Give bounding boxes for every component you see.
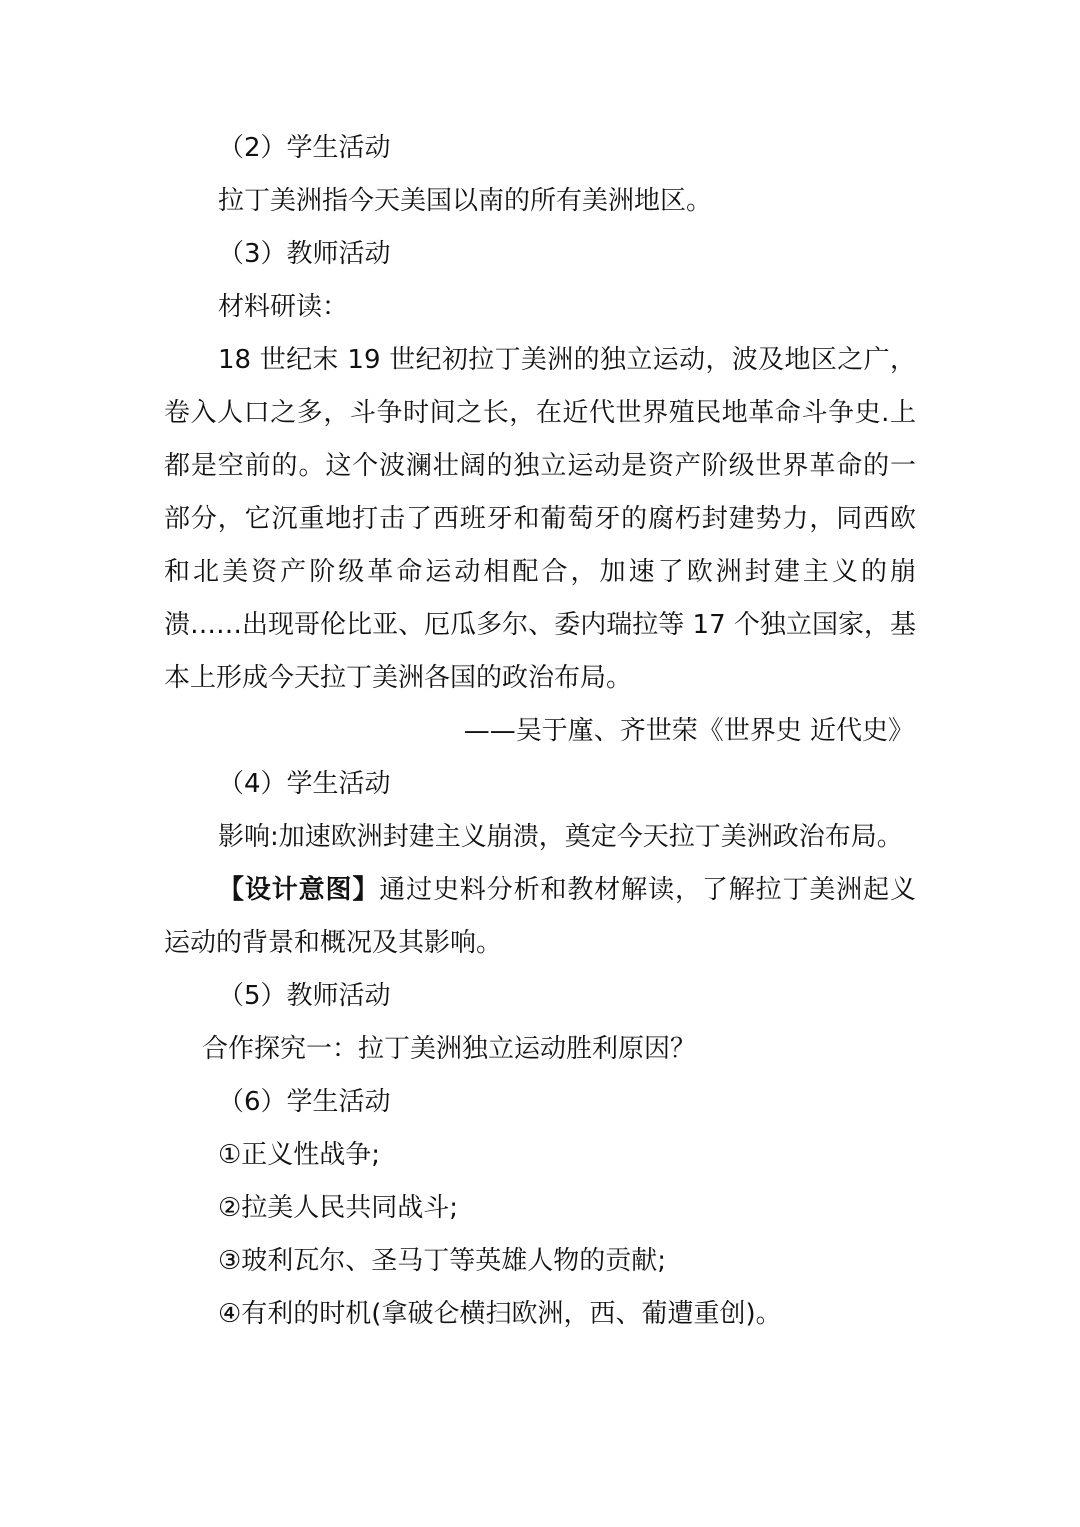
- influence-line: 影响:加速欧洲封建主义崩溃，奠定今天拉丁美洲政治布局。: [218, 822, 903, 852]
- cooperative-inquiry-question: 合作探究一：拉丁美洲独立运动胜利原因？: [202, 1034, 697, 1064]
- heading-teacher-activity-5: （5）教师活动: [218, 981, 391, 1011]
- material-source: ——吴于廑、齐世荣《世界史 近代史》: [463, 716, 914, 746]
- latin-america-definition: 拉丁美洲指今天美国以南的所有美洲地区。: [218, 186, 713, 216]
- design-intent-paragraph: [164, 864, 916, 970]
- reason-item: ④有利的时机(拿破仑横扫欧洲，西、葡遭重创)。: [218, 1299, 782, 1329]
- heading-student-activity-6: （6）学生活动: [218, 1087, 391, 1117]
- heading-teacher-activity-3: （3）教师活动: [218, 239, 391, 269]
- material-reading-label: 材料研读：: [218, 292, 349, 322]
- heading-student-activity-4: （4）学生活动: [218, 769, 391, 799]
- reason-item: ③玻利瓦尔、圣马丁等英雄人物的贡献;: [218, 1246, 667, 1276]
- material-paragraph: 18 世纪末 19 世纪初拉丁美洲的独立运动，波及地区之广，卷入人口之多，斗争时间之长，在近代世界殖民地革命斗争史.上都是空前的。这个波澜壮阔的独立运动是资产阶级世界革命的一部分，它沉重地打击了西班牙和葡萄牙的腐朽封建势力，同西欧和北美资产阶级革命运动相配合，加速了欧洲封建主义的崩溃……出现哥伦比亚、厄瓜多尔、委内瑞拉等 17 个独立国家，基本上形成今天拉丁美洲各国的政治布局。: [164, 345, 916, 693]
- design-intent-text: 通过史料分析和教材解读，了解拉丁美洲起义运动的背景和概况及其影响。: [164, 875, 916, 958]
- reason-item: ②拉美人民共同战斗;: [218, 1193, 459, 1223]
- design-intent-label: 【设计意图】: [218, 875, 380, 905]
- reason-item: ①正义性战争;: [218, 1140, 381, 1170]
- heading-student-activity-2: （2）学生活动: [218, 133, 391, 163]
